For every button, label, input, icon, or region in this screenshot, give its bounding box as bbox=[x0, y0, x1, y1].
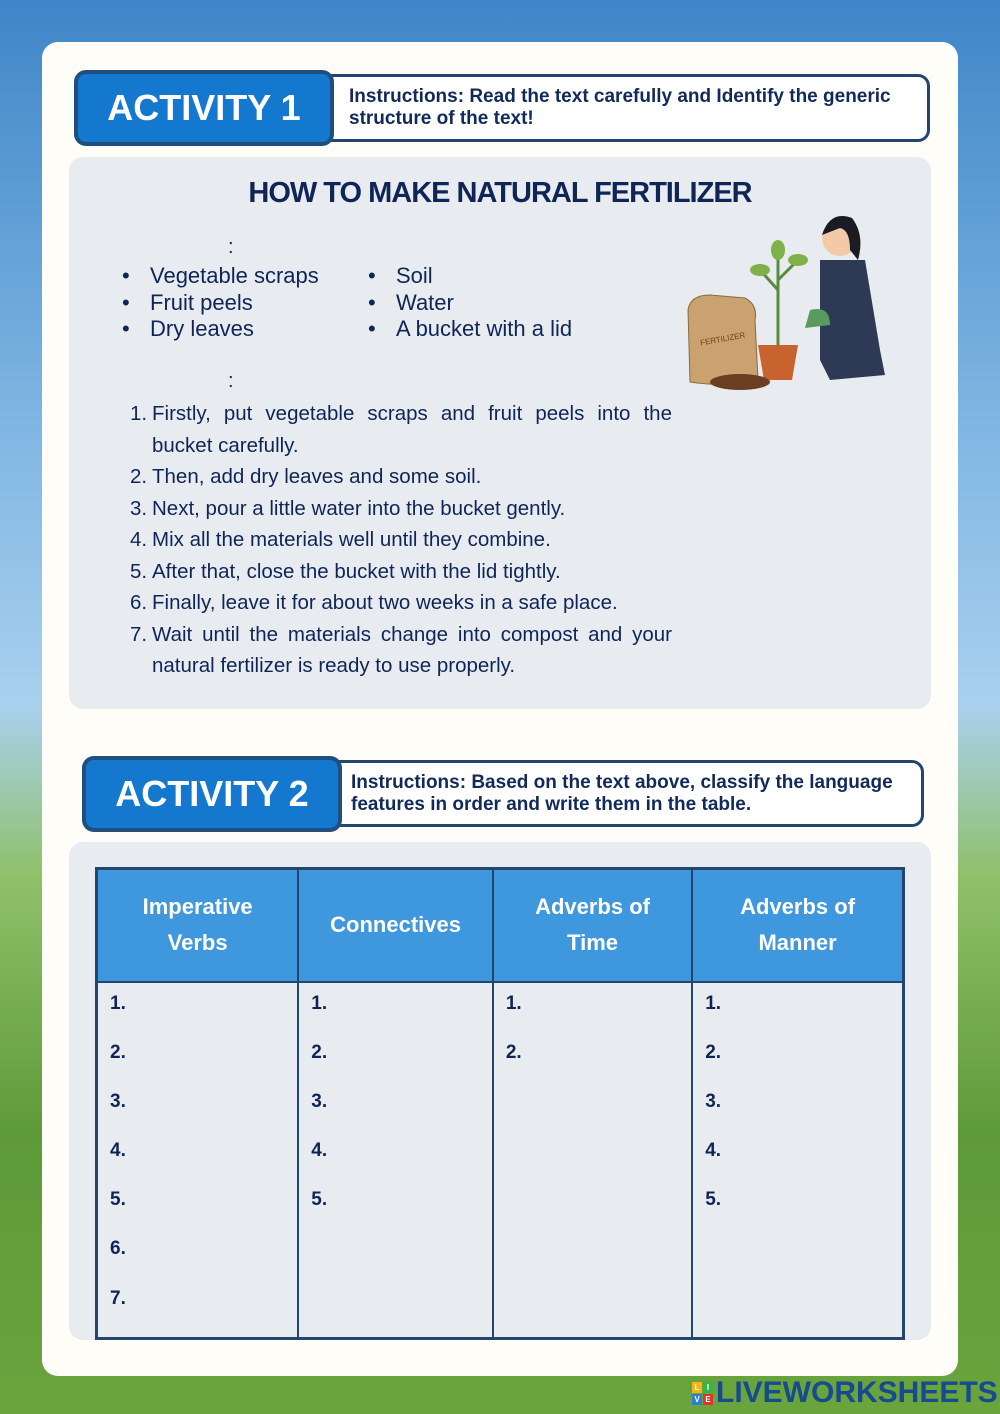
header-adverbs-manner: Adverbs of Manner bbox=[692, 869, 903, 982]
fertilizer-bag-label: FERTILIZER bbox=[699, 330, 746, 348]
header-imperative-verbs: Imperative Verbs bbox=[97, 869, 299, 982]
step-text: Firstly, put vegetable scraps and fruit peels into the bucket carefully. bbox=[152, 402, 672, 457]
logo-blocks-icon bbox=[692, 1382, 713, 1405]
liveworksheets-logo bbox=[692, 1376, 998, 1410]
step-number: 4. bbox=[130, 528, 148, 551]
step-text: Next, pour a little water into the bucket gently. bbox=[152, 496, 566, 520]
answer-slot[interactable]: 5. bbox=[705, 1189, 722, 1211]
step-item bbox=[130, 619, 672, 682]
answer-slot[interactable]: 1. bbox=[311, 992, 328, 1014]
answer-slot[interactable]: 1. bbox=[110, 992, 126, 1014]
step-number: 2. bbox=[130, 465, 148, 488]
logo-block: V bbox=[692, 1394, 702, 1405]
material-item: • Dry leaves bbox=[122, 316, 319, 343]
answer-slot[interactable]: 3. bbox=[705, 1090, 722, 1112]
answer-slot[interactable]: 6. bbox=[110, 1238, 126, 1260]
answer-slot[interactable]: 2. bbox=[110, 1041, 126, 1063]
step-item bbox=[130, 493, 672, 525]
steps-heading-input[interactable] bbox=[118, 370, 228, 396]
logo-text: LIVEWORKSHEETS bbox=[716, 1376, 998, 1409]
imperative-verbs-column[interactable] bbox=[97, 982, 299, 1339]
answer-slot[interactable]: 2. bbox=[705, 1041, 722, 1063]
answer-slot[interactable]: 2. bbox=[311, 1041, 328, 1063]
colon: : bbox=[228, 236, 234, 258]
logo-block: L bbox=[692, 1382, 702, 1393]
step-text: Wait until the materials change into compost and your natural fertilizer is ready to use properly. bbox=[152, 622, 672, 677]
answer-slot[interactable]: 4. bbox=[311, 1140, 328, 1162]
language-features-table bbox=[95, 867, 905, 1340]
material-item: • Soil bbox=[368, 263, 572, 290]
colon: : bbox=[228, 370, 234, 392]
gardener-illustration bbox=[680, 210, 905, 395]
logo-block: E bbox=[703, 1394, 713, 1405]
activity2-badge: ACTIVITY 2 bbox=[82, 756, 342, 832]
step-item bbox=[130, 461, 672, 493]
answer-slot[interactable]: 5. bbox=[311, 1189, 328, 1211]
step-number: 1. bbox=[130, 402, 148, 425]
answer-slot[interactable]: 2. bbox=[505, 1041, 522, 1063]
step-number: 3. bbox=[130, 496, 148, 520]
step-text: After that, close the bucket with the lid tightly. bbox=[152, 559, 561, 583]
material-item: • A bucket with a lid bbox=[368, 316, 572, 343]
answer-slot[interactable]: 3. bbox=[110, 1090, 126, 1112]
materials-list-left bbox=[122, 263, 319, 343]
activity1-badge: ACTIVITY 1 bbox=[74, 70, 334, 146]
steps-list bbox=[130, 398, 672, 682]
step-text: Mix all the materials well until they combine. bbox=[152, 528, 551, 551]
activity2-instructions: Instructions: Based on the text above, classify the language features in order and write them in the table. bbox=[328, 760, 924, 827]
answer-slot[interactable]: 1. bbox=[705, 992, 722, 1014]
answer-slot[interactable]: 7. bbox=[110, 1287, 126, 1309]
header-connectives: Connectives bbox=[298, 869, 493, 982]
step-text: Finally, leave it for about two weeks in a safe place. bbox=[152, 591, 618, 614]
adverbs-time-column[interactable] bbox=[493, 982, 692, 1339]
answer-slot[interactable]: 5. bbox=[110, 1189, 126, 1211]
material-item: • Fruit peels bbox=[122, 290, 319, 317]
answer-slot[interactable]: 4. bbox=[110, 1140, 126, 1162]
material-item: • Vegetable scraps bbox=[122, 263, 319, 290]
step-number: 6. bbox=[130, 591, 148, 614]
answer-slot[interactable]: 3. bbox=[311, 1090, 328, 1112]
text-title: HOW TO MAKE NATURAL FERTILIZER bbox=[248, 177, 752, 209]
step-text: Then, add dry leaves and some soil. bbox=[152, 465, 482, 488]
answer-slot[interactable]: 1. bbox=[505, 992, 522, 1014]
adverbs-manner-column[interactable] bbox=[692, 982, 903, 1339]
step-number: 7. bbox=[130, 622, 148, 646]
material-item: • Water bbox=[368, 290, 572, 317]
step-item bbox=[130, 587, 672, 619]
step-number: 5. bbox=[130, 559, 148, 583]
answer-slot[interactable]: 4. bbox=[705, 1140, 722, 1162]
step-item bbox=[130, 524, 672, 556]
step-item bbox=[130, 556, 672, 588]
materials-list-right bbox=[368, 263, 572, 343]
header-adverbs-time: Adverbs of Time bbox=[493, 869, 692, 982]
materials-heading-input[interactable] bbox=[118, 236, 228, 262]
connectives-column[interactable] bbox=[298, 982, 493, 1339]
logo-block: I bbox=[703, 1382, 713, 1393]
step-item bbox=[130, 398, 672, 461]
activity1-instructions: Instructions: Read the text carefully and Identify the generic structure of the text! bbox=[320, 74, 930, 142]
